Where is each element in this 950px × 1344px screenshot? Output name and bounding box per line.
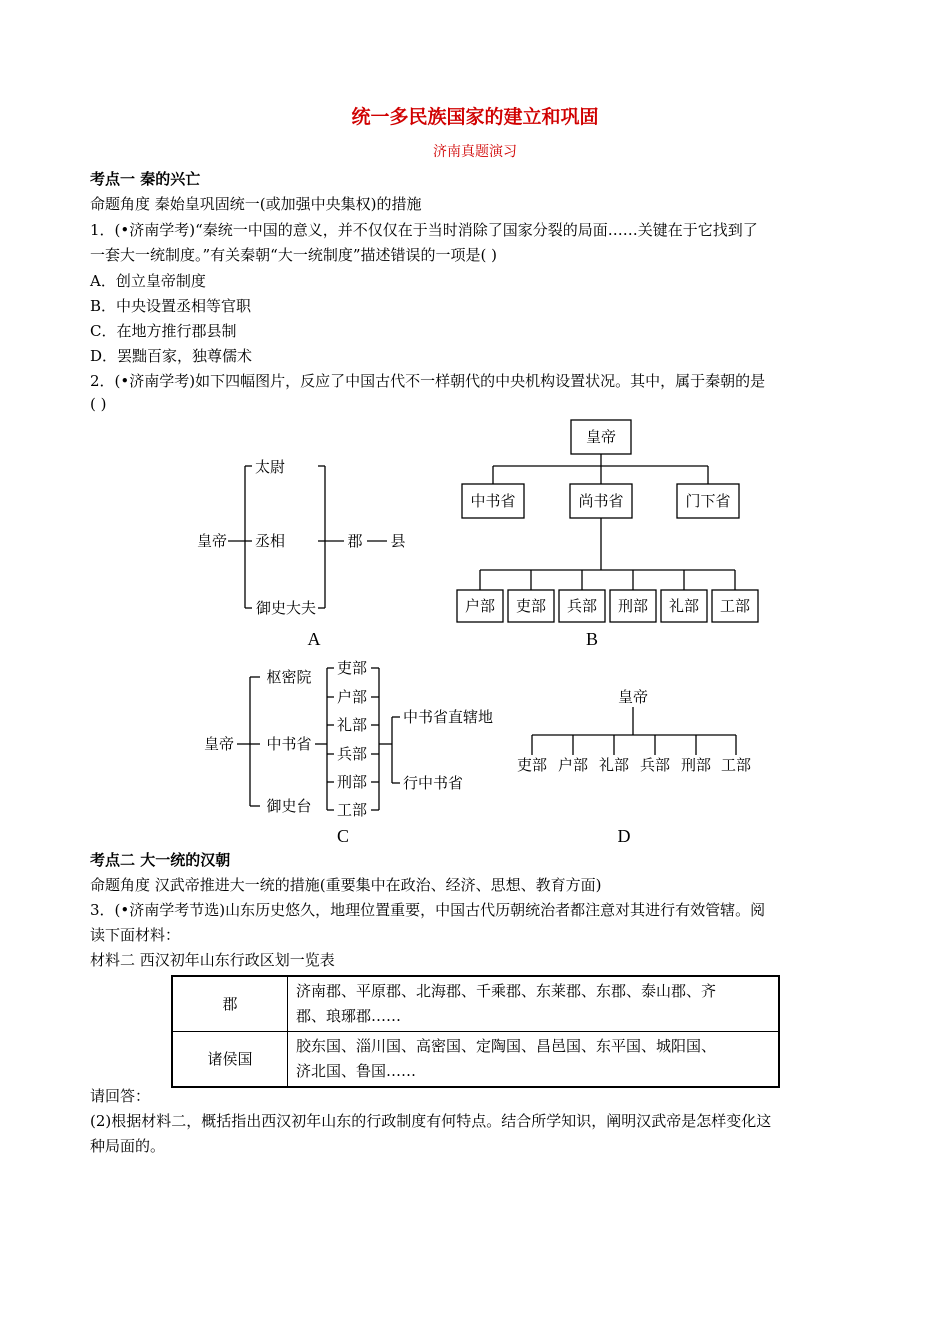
q1-option-a: A．创立皇帝制度 xyxy=(90,272,206,290)
diagram-a-official-yushidafu: 御史大夫 xyxy=(255,599,317,617)
section2-heading: 考点二 大一统的汉朝 xyxy=(90,851,231,869)
q3-line2: 读下面材料： xyxy=(90,926,181,944)
diagram-b-ministry: 工部 xyxy=(719,597,751,615)
section1-angle: 命题角度 秦始皇巩固统一(或加强中央集权)的措施 xyxy=(90,195,422,213)
q3-question-line1: (2)根据材料二，概括指出西汉初年山东的行政制度有何特点。结合所学知识，阐明汉武帝是怎样变化这 xyxy=(90,1112,772,1130)
diagram-d-ministry: 刑部 xyxy=(680,756,712,774)
table-row xyxy=(172,1032,779,1088)
diagram-c-emperor: 皇帝 xyxy=(203,735,235,753)
diagram-c-ministry: 吏部 xyxy=(336,659,368,677)
diagram-a-official-taiwei: 太尉 xyxy=(254,458,286,476)
diagram-a-official-chengxiang: 丞相 xyxy=(254,532,286,550)
diagram-b-ministry: 礼部 xyxy=(668,597,700,615)
table-head-cell: 诸侯国 xyxy=(172,1032,288,1088)
diagram-a-emperor: 皇帝 xyxy=(196,532,228,550)
diagram-c-organ-zhongshu: 中书省 xyxy=(266,735,312,753)
diagram-b-province-zhongshu: 中书省 xyxy=(470,492,516,510)
q3-prompt: 请回答： xyxy=(90,1087,151,1105)
q1-option-c: C．在地方推行郡县制 xyxy=(90,322,237,340)
diagram-b-ministry: 户部 xyxy=(464,597,496,615)
diagram-c-label: C xyxy=(336,826,350,846)
diagram-a-xian: 县 xyxy=(390,532,406,550)
diagram-d-label: D xyxy=(617,826,631,846)
diagram-c-ministry: 刑部 xyxy=(336,773,368,791)
diagram-d-emperor: 皇帝 xyxy=(617,688,649,706)
q1-option-d: D．罢黜百家，独尊儒术 xyxy=(90,347,253,365)
q2-line1: 2．(•济南学考)如下四幅图片，反应了中国古代不一样朝代的中央机构设置状况。其中，属于秦朝的是 xyxy=(90,372,766,390)
page-subtitle: 济南真题演习 xyxy=(433,144,517,160)
diagram-b-ministry: 刑部 xyxy=(617,597,649,615)
section2-angle: 命题角度 汉武帝推进大一统的措施(重要集中在政治、经济、思想、教育方面) xyxy=(90,876,602,894)
table-row xyxy=(172,976,779,1032)
diagram-c-ministry: 工部 xyxy=(336,801,368,819)
q2-line2: ( ) xyxy=(90,395,107,413)
diagram-c-local-zhixiadi: 中书省直辖地 xyxy=(403,708,494,726)
diagram-d-ministry: 吏部 xyxy=(516,756,548,774)
diagram-c-organ-shumiyuan: 枢密院 xyxy=(266,668,312,686)
q1-option-b: B．中央设置丞相等官职 xyxy=(90,297,252,315)
diagram-b-ministry: 吏部 xyxy=(515,597,547,615)
table-cell-line: 胶东国、淄川国、高密国、定陶国、昌邑国、东平国、城阳国、 xyxy=(296,1037,717,1055)
table-head-cell: 郡 xyxy=(172,976,288,1032)
material-table xyxy=(171,975,780,1088)
diagram-a-label: A xyxy=(307,629,321,649)
table-cell-line: 济北国、鲁国…… xyxy=(296,1062,417,1080)
diagram-c-organ-yushitai: 御史台 xyxy=(266,797,312,815)
diagram-d-ministry: 工部 xyxy=(720,756,752,774)
diagram-b-province-shangshu: 尚书省 xyxy=(578,492,624,510)
table-cell-line: 郡、琅琊郡…… xyxy=(296,1007,402,1025)
diagram-d-ministry: 户部 xyxy=(557,756,589,774)
q1-line1: 1．(•济南学考)“秦统一中国的意义，并不仅仅在于当时消除了国家分裂的局面……关键在于它找到了 xyxy=(90,221,758,239)
table-cell-line: 济南郡、平原郡、北海郡、千乘郡、东莱郡、东郡、泰山郡、齐 xyxy=(296,982,717,1000)
diagram-c-ministry: 户部 xyxy=(336,688,368,706)
diagram-b-emperor: 皇帝 xyxy=(585,428,617,446)
diagram-b-province-menxia: 门下省 xyxy=(685,492,731,510)
section1-heading: 考点一 秦的兴亡 xyxy=(90,170,201,188)
diagram-c-ministry: 兵部 xyxy=(336,745,368,763)
diagram-c-local-xingzhongshu: 行中书省 xyxy=(403,774,464,792)
diagram-c-ministry: 礼部 xyxy=(336,716,368,734)
q3-material-title: 材料二 西汉初年山东行政区划一览表 xyxy=(90,951,335,969)
diagram-d-ministry: 礼部 xyxy=(598,756,630,774)
q3-question-line2: 种局面的。 xyxy=(90,1137,166,1155)
diagram-d-ministry: 兵部 xyxy=(639,756,671,774)
diagram-a-jun: 郡 xyxy=(347,532,363,550)
diagram-b-label: B xyxy=(585,629,599,649)
q3-line1: 3．(•济南学考节选)山东历史悠久，地理位置重要，中国古代历朝统治者都注意对其进行有效管辖。阅 xyxy=(90,901,766,919)
page-title: 统一多民族国家的建立和巩固 xyxy=(351,106,599,128)
q1-line2: 一套大一统制度。”有关秦朝“大一统制度”描述错误的一项是( ) xyxy=(90,246,497,264)
diagram-b-ministry: 兵部 xyxy=(566,597,598,615)
table-body-cell xyxy=(288,1032,780,1088)
table-body-cell xyxy=(288,976,780,1032)
